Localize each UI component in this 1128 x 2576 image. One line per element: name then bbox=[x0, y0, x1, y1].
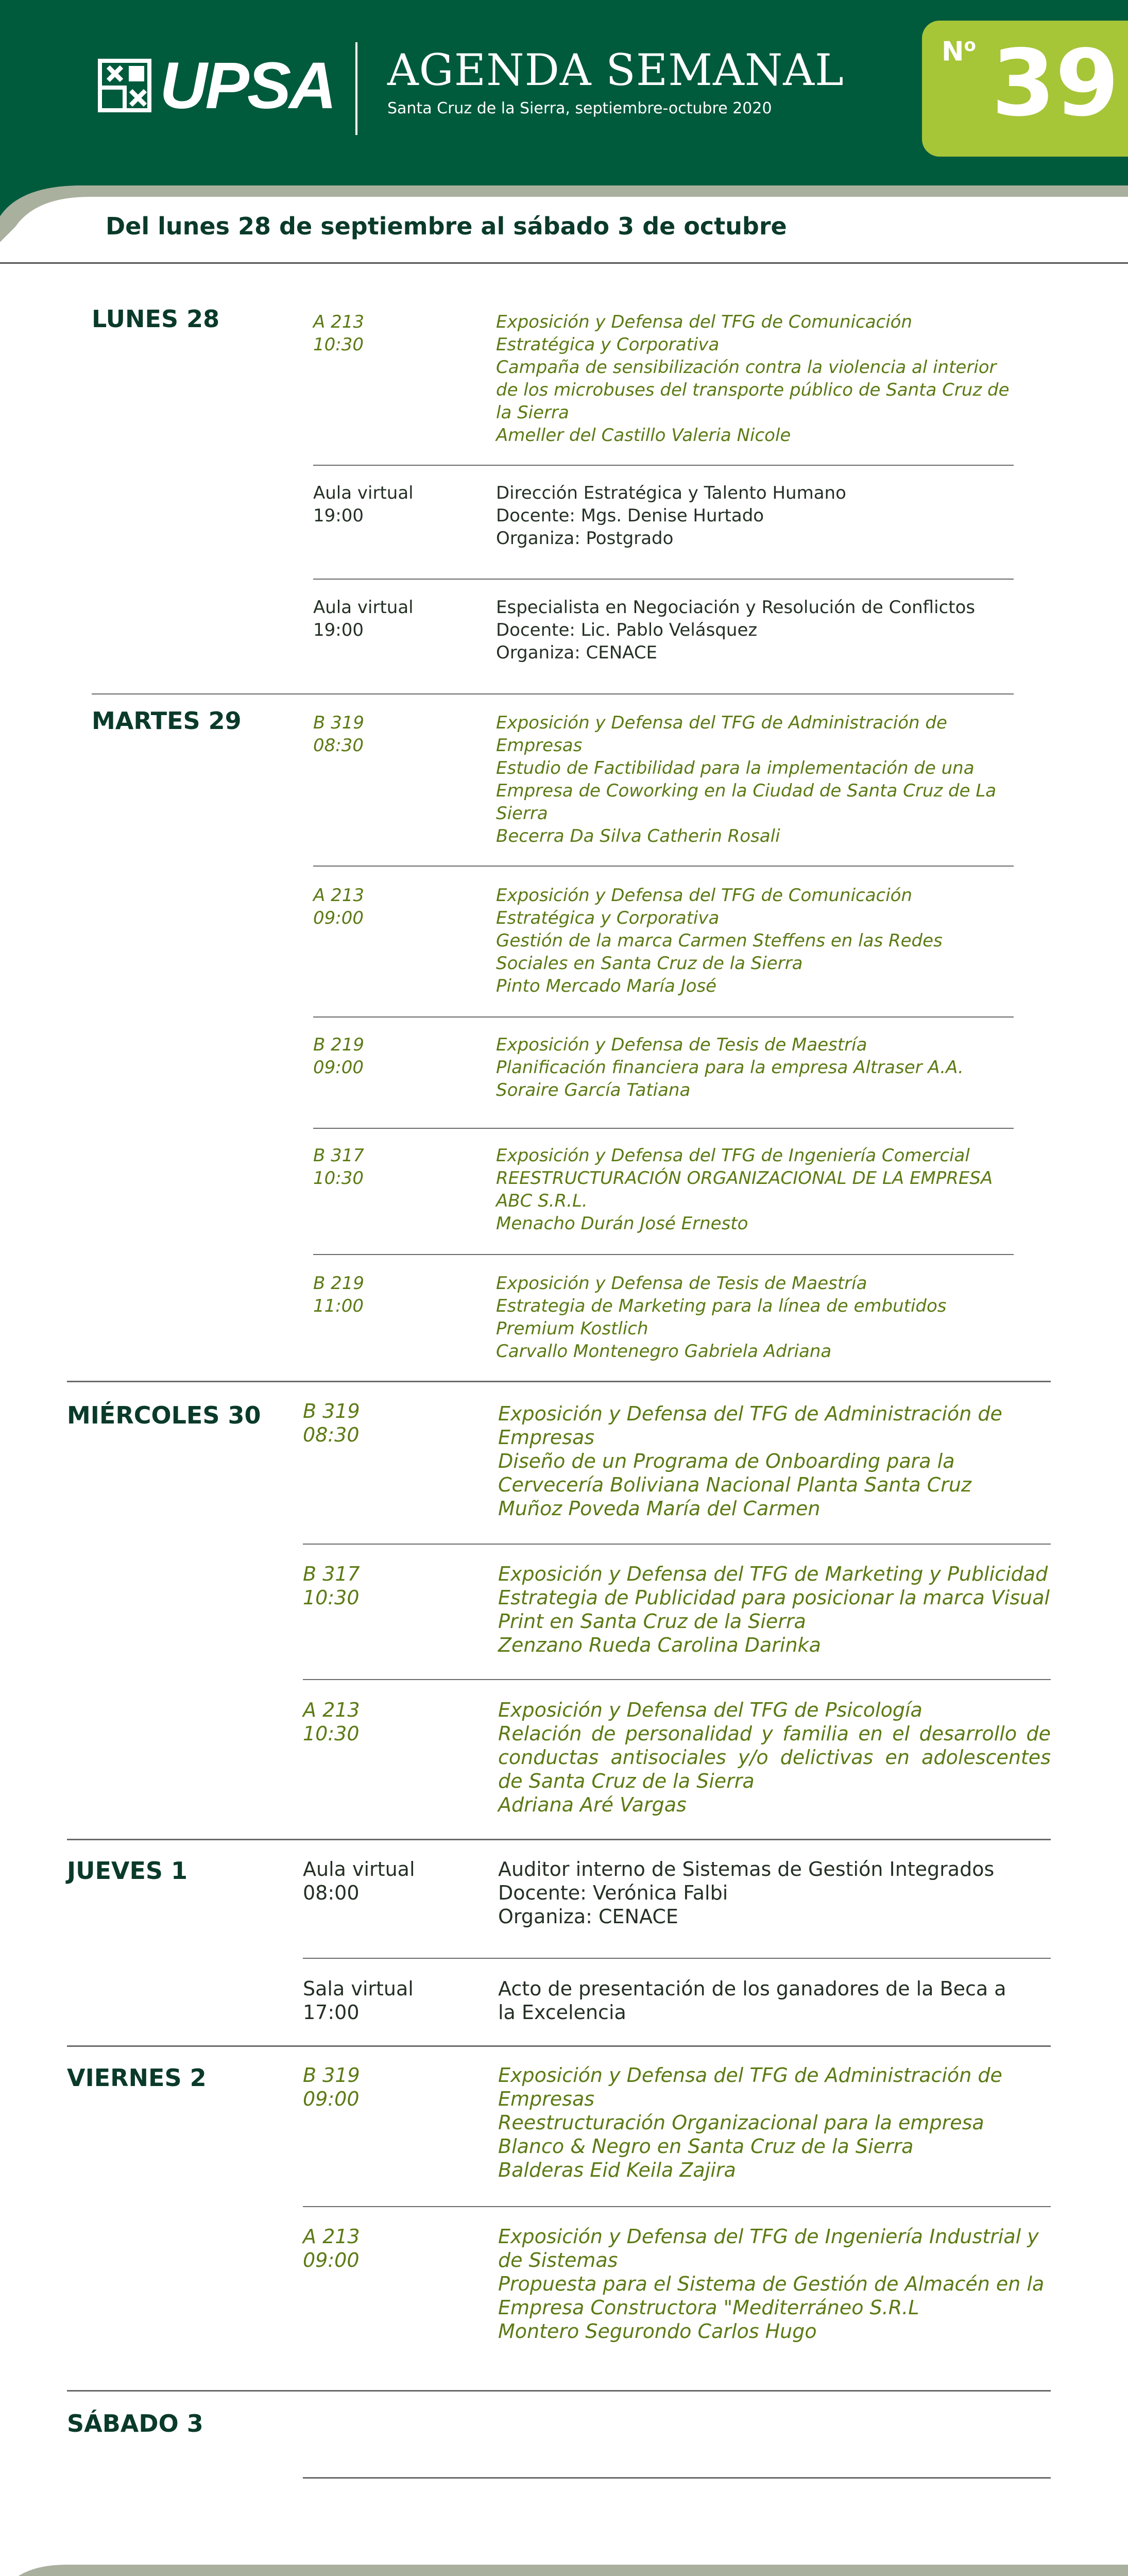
divider bbox=[303, 1679, 1051, 1680]
divider bbox=[303, 1958, 1051, 1959]
page-subtitle: Santa Cruz de la Sierra, septiembre-octubre 2020 bbox=[387, 99, 772, 117]
event-details: Exposición y Defensa de Tesis de Maestría Estrategia de Marketing para la línea de embutidos Premium Kostlich Carvallo Montenegro Gabriela Adriana bbox=[496, 1273, 947, 1362]
event-details: Exposición y Defensa del TFG de Ingeniería Comercial REESTRUCTURACIÓN ORGANIZACIONAL DE LA EMPRESA ABC S.R.L. Menacho Durán José Ernesto bbox=[496, 1145, 993, 1234]
day-heading-thursday: JUEVES 1 bbox=[67, 1857, 188, 1885]
event-location: A 213 10:30 bbox=[313, 312, 364, 355]
header bbox=[0, 0, 1128, 240]
event-details: Especialista en Negociación y Resolución de Conflictos Docente: Lic. Pablo Velásquez Organiza: CENACE bbox=[496, 597, 976, 663]
divider bbox=[313, 1254, 1014, 1255]
week-range: Del lunes 28 de septiembre al sábado 3 de octubre bbox=[106, 212, 787, 240]
divider bbox=[303, 1544, 1051, 1545]
event-location: B 317 10:30 bbox=[313, 1145, 365, 1189]
event-details: Dirección Estratégica y Talento Humano Docente: Mgs. Denise Hurtado Organiza: Postgrado bbox=[496, 483, 846, 549]
upsa-logo bbox=[98, 49, 335, 123]
divider bbox=[67, 1839, 1051, 1840]
issue-badge bbox=[922, 21, 1128, 157]
page-title: AGENDA SEMANAL bbox=[387, 45, 844, 95]
event-details: Exposición y Defensa del TFG de Administración de Empresas Reestructuración Organizacional para la empresa Blanco & Negro en Santa Cruz de la Sierra Balderas Eid Keila Zajira bbox=[498, 2064, 1002, 2181]
event-location: Sala virtual 17:00 bbox=[303, 1977, 414, 2024]
event-location: B 319 09:00 bbox=[303, 2064, 360, 2110]
event-details: Exposición y Defensa del TFG de Administración de Empresas Diseño de un Programa de Onboarding para la Cervecería Boliviana Nacional Planta Santa Cruz Muñoz Poveda María del Carmen bbox=[498, 1402, 1002, 1520]
divider bbox=[303, 2477, 1051, 2479]
upsa-emblem-icon bbox=[98, 57, 155, 113]
day-heading-monday: LUNES 28 bbox=[92, 305, 220, 333]
event-location: A 213 09:00 bbox=[303, 2225, 360, 2272]
header-divider bbox=[355, 42, 357, 135]
issue-number: 39 bbox=[992, 30, 1119, 137]
divider bbox=[92, 693, 1014, 694]
event-location: B 219 09:00 bbox=[313, 1035, 365, 1078]
event-details: Exposición y Defensa del TFG de Ingeniería Industrial y de Sistemas Propuesta para el Sistema de Gestión de Almacén en la Empresa Constructora "Mediterráneo S.R.L Montero Segurondo Carlos Hugo bbox=[498, 2225, 1045, 2343]
day-heading-friday: VIERNES 2 bbox=[67, 2064, 207, 2092]
event-location: Aula virtual 19:00 bbox=[313, 483, 414, 526]
issue-prefix: $N^o$ bbox=[942, 35, 976, 67]
event-location: B 219 11:00 bbox=[313, 1273, 365, 1316]
event-location: Aula virtual 08:00 bbox=[303, 1858, 415, 1904]
day-heading-wednesday: MIÉRCOLES 30 bbox=[67, 1401, 261, 1429]
divider bbox=[313, 579, 1014, 580]
event-details: Exposición y Defensa del TFG de Psicología Relación de personalidad y familia en el desarrollo de conductas antisociales y/o delictivas en adolescentes de Santa Cruz de la Sierra Adriana Aré Vargas bbox=[498, 1699, 1051, 1816]
event-details: Exposición y Defensa del TFG de Comunicación Estratégica y Corporativa Gestión de la marca Carmen Steffens en las Redes Sociales en Santa Cruz de la Sierra Pinto Mercado María José bbox=[496, 885, 943, 996]
divider bbox=[313, 1016, 1014, 1018]
day-heading-tuesday: MARTES 29 bbox=[92, 707, 242, 735]
footer-background bbox=[0, 2555, 1128, 2576]
divider bbox=[313, 1128, 1014, 1129]
event-location: B 319 08:30 bbox=[303, 1400, 360, 1446]
footer bbox=[0, 2555, 1128, 2576]
divider bbox=[313, 866, 1014, 867]
divider bbox=[303, 2206, 1051, 2207]
event-details: Exposición y Defensa del TFG de Comunicación Estratégica y Corporativa Campaña de sensibilización contra la violencia al interior de los microbuses del transporte público de Santa Cruz de la Sierra Ameller del Castillo Valeria Nicole bbox=[496, 312, 1010, 446]
event-details: Exposición y Defensa de Tesis de Maestría Planificación financiera para la empresa Altraser A.A. Soraire García Tatiana bbox=[496, 1035, 964, 1100]
divider bbox=[67, 2045, 1051, 2047]
day-heading-saturday: SÁBADO 3 bbox=[67, 2410, 203, 2437]
event-details: Auditor interno de Sistemas de Gestión Integrados Docente: Verónica Falbi Organiza: CENACE bbox=[498, 1858, 995, 1928]
event-location: B 317 10:30 bbox=[303, 1563, 360, 1609]
divider bbox=[0, 262, 1128, 264]
divider bbox=[67, 2390, 1051, 2392]
event-details: Exposición y Defensa del TFG de Marketing y Publicidad Estrategia de Publicidad para posicionar la marca Visual Print en Santa Cruz de la Sierra Zenzano Rueda Carolina Darinka bbox=[498, 1563, 1050, 1656]
event-location: Aula virtual 19:00 bbox=[313, 597, 414, 640]
divider bbox=[67, 1381, 1051, 1382]
event-location: B 319 08:30 bbox=[313, 713, 365, 756]
event-location: A 213 10:30 bbox=[303, 1699, 360, 1745]
event-location: A 213 09:00 bbox=[313, 885, 364, 928]
event-details: Acto de presentación de los ganadores de la Beca a la Excelencia bbox=[498, 1977, 1006, 2024]
event-details: Exposición y Defensa del TFG de Administración de Empresas Estudio de Factibilidad para la implementación de una Empresa de Coworking en la Ciudad de Santa Cruz de La Sierra Becerra Da Silva Catherin Rosali bbox=[496, 713, 997, 846]
logo-text: UPSA bbox=[160, 49, 335, 123]
divider bbox=[313, 465, 1014, 466]
